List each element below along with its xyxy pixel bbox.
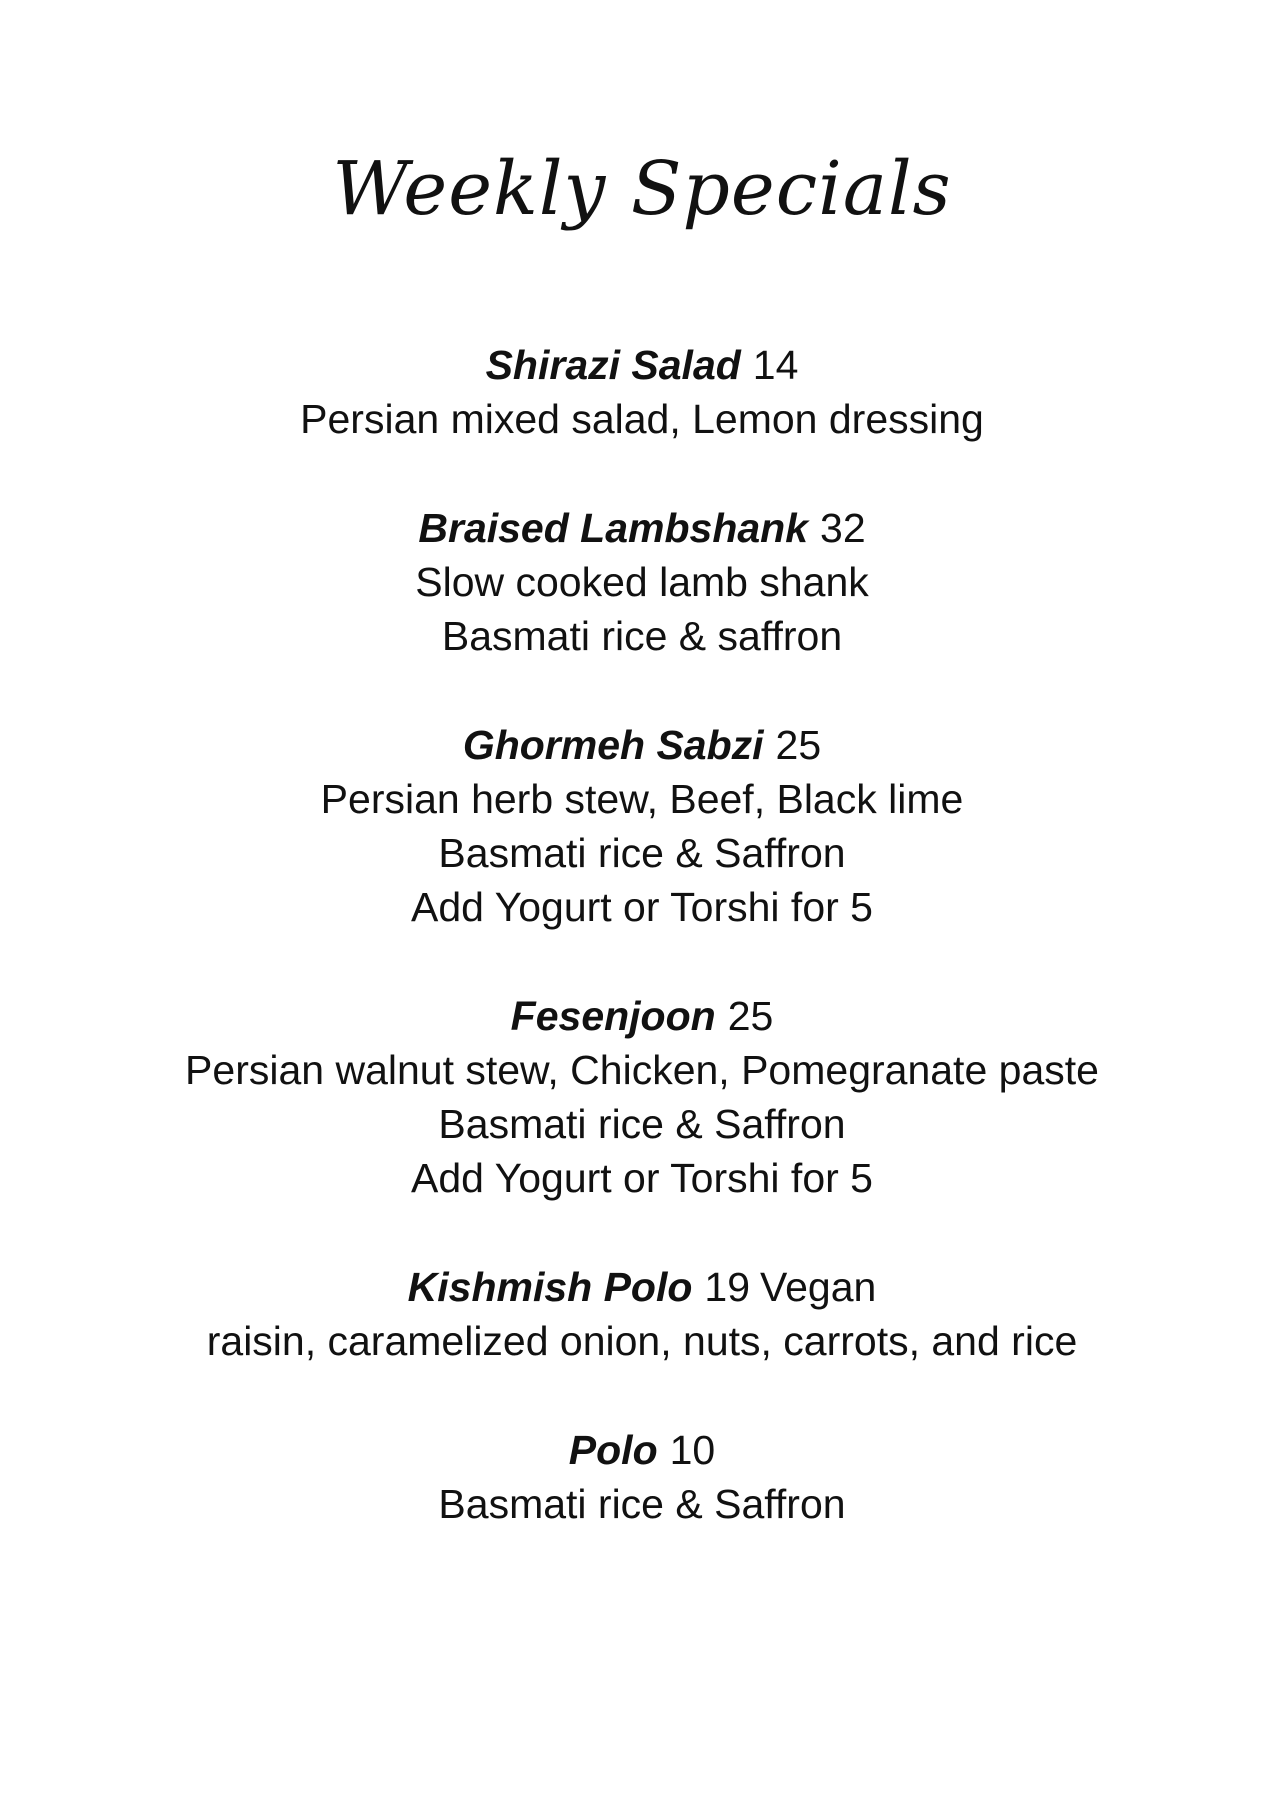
menu-item-price: 25 [727, 993, 774, 1039]
menu-item-header [0, 501, 1284, 555]
menu-item [0, 501, 1284, 663]
menu-item-name: Shirazi Salad [485, 342, 741, 388]
menu-item-description: Persian walnut stew, Chicken, Pomegranate paste [185, 1047, 1099, 1093]
vegan-badge: Vegan [760, 1264, 877, 1310]
menu-item [0, 1423, 1284, 1531]
page-title: Weekly Specials [332, 146, 952, 232]
menu-item-description: Persian mixed salad, Lemon dressing [300, 396, 984, 442]
menu-item-name: Braised Lambshank [418, 505, 809, 551]
menu-item-header [0, 338, 1284, 392]
menu-item [0, 989, 1284, 1205]
menu-item-price: 10 [669, 1427, 716, 1473]
menu-item-header [0, 1260, 1284, 1314]
menu-item-addon: Add Yogurt or Torshi for 5 [411, 1155, 873, 1201]
menu-item-name: Ghormeh Sabzi [462, 722, 764, 768]
menu-item-name: Kishmish Polo [407, 1264, 693, 1310]
menu-item-header [0, 989, 1284, 1043]
menu-item-description: Persian herb stew, Beef, Black lime [320, 776, 964, 822]
menu-item-description: Basmati rice & saffron [441, 613, 843, 659]
menu-item [0, 1260, 1284, 1368]
menu-item-header [0, 1423, 1284, 1477]
menu-item-description: Basmati rice & Saffron [438, 830, 846, 876]
menu-item-price: 14 [752, 342, 799, 388]
menu-item-name: Polo [568, 1427, 658, 1473]
menu-item [0, 338, 1284, 446]
menu-item-price: 32 [820, 505, 866, 551]
menu-item-description: Basmati rice & Saffron [438, 1101, 846, 1147]
specials-list [0, 338, 1284, 1586]
menu-item-price: 25 [775, 722, 822, 768]
menu-item-description: raisin, caramelized onion, nuts, carrots, and rice [206, 1318, 1078, 1364]
menu-item-name: Fesenjoon [510, 993, 716, 1039]
menu-item [0, 718, 1284, 934]
menu-item-header [0, 718, 1284, 772]
menu-item-price: 19 [704, 1264, 751, 1310]
menu-item-description: Basmati rice & Saffron [438, 1481, 846, 1527]
menu-item-addon: Add Yogurt or Torshi for 5 [411, 884, 873, 930]
menu-item-description: Slow cooked lamb shank [415, 559, 869, 605]
